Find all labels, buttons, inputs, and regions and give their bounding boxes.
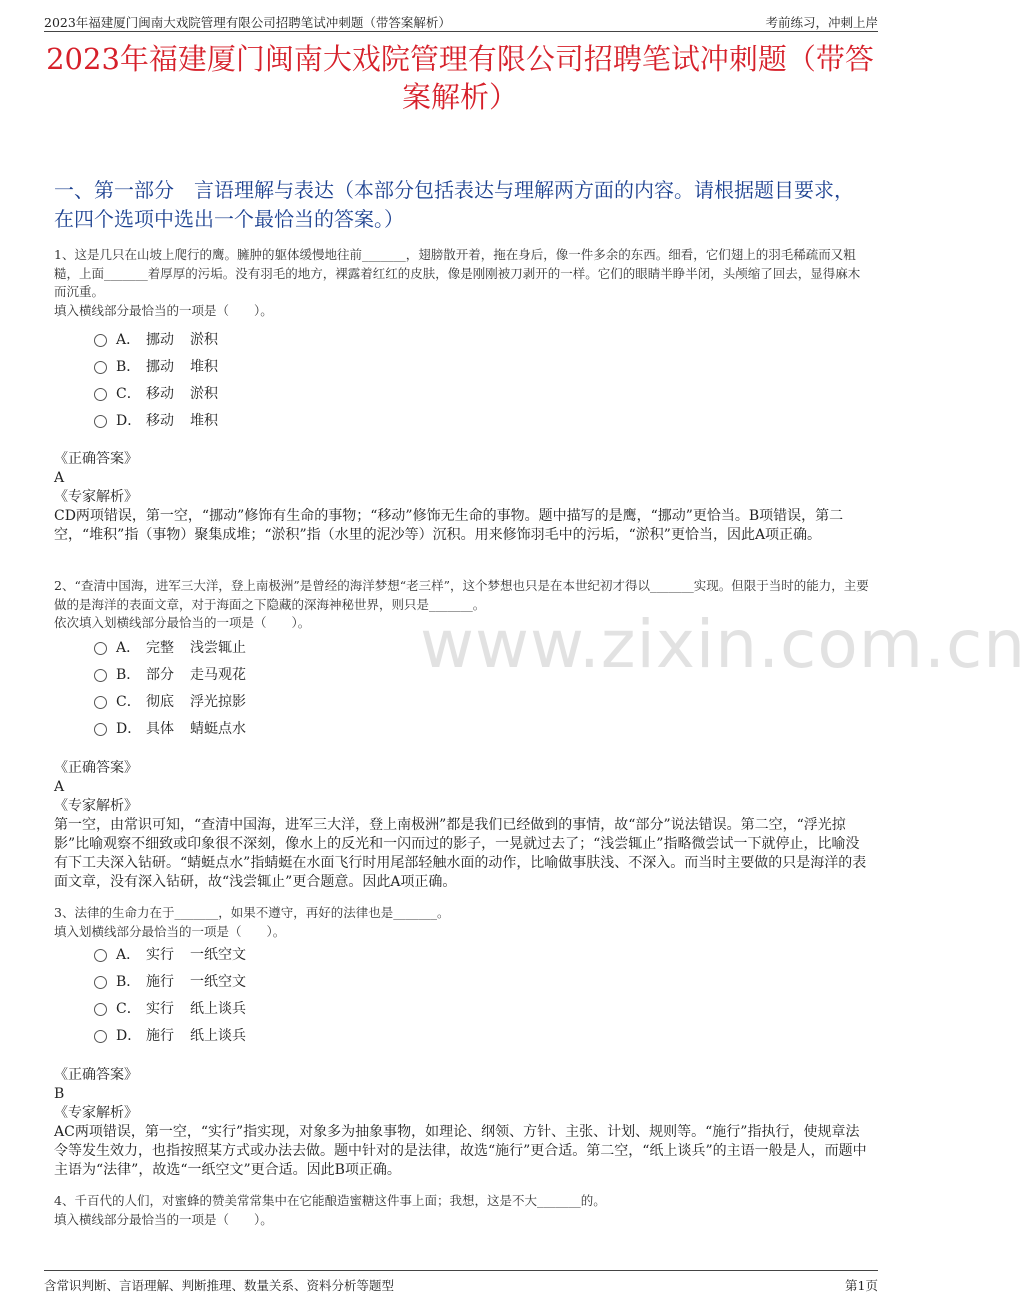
answer-value: A [54,779,65,795]
radio-icon[interactable] [94,949,107,962]
radio-icon[interactable] [94,669,107,682]
answer-label: 《正确答案》 [54,760,138,776]
options-1 [94,325,218,433]
analysis-text: CD两项错误，第一空，“挪动”修饰有生命的事物；“移动”修饰无生命的事物。题中描写的是鹰，“挪动”更恰当。B项错误，第二空，“堆积”指（事物）聚集成堆；“淤积”指（水里的泥沙等）沉积。用来修饰羽毛中的污垢，“淤积”更恰当，因此A项正确。 [54,508,844,543]
question-stem: 3、法律的生命力在于_______，如果不遵守，再好的法律也是_______。 [54,905,450,920]
option-d[interactable]: D． 移动 堆积 [94,406,218,433]
header-title: 2023年福建厦门闽南大戏院管理有限公司招聘笔试冲刺题（带答案解析） [44,15,451,30]
footer-topics: 含常识判断、言语理解、判断推理、数量关系、资料分析等题型 [44,1278,395,1293]
analysis-label: 《专家解析》 [54,489,138,505]
option-c[interactable]: C． 彻底 浮光掠影 [94,687,246,714]
option-b[interactable]: B． 施行 一纸空文 [94,967,246,994]
question-2 [54,577,870,633]
option-d[interactable]: D． 施行 纸上谈兵 [94,1021,246,1048]
option-a[interactable]: A． 实行 一纸空文 [94,940,246,967]
answer-label: 《正确答案》 [54,451,138,467]
analysis-label: 《专家解析》 [54,1105,138,1121]
question-4 [54,1192,870,1229]
page-footer [44,1270,878,1297]
radio-icon[interactable] [94,334,107,347]
answer-value: B [54,1086,65,1102]
question-prompt: 填入横线部分最恰当的一项是（ ）。 [54,302,273,318]
radio-icon[interactable] [94,415,107,428]
question-prompt: 填入横线部分最恰当的一项是（ ）。 [54,1211,273,1227]
answer-block-1 [54,450,872,545]
analysis-text: AC两项错误，第一空，“实行”指实现，对象多为抽象事物，如理论、纲领、方针、主张、计划、规则等。“施行”指执行，使规章法令等发生效力，也指按照某方式或办法去做。题中针对的是法律，故选“施行”更合适。第二空，“纸上谈兵”的主语一般是人，而题中主语为“法律”，故选“一纸空文”更合适。因此B项正确。 [54,1124,867,1178]
radio-icon[interactable] [94,1030,107,1043]
option-b[interactable]: B． 挪动 堆积 [94,352,218,379]
answer-value: A [54,470,65,486]
option-c[interactable]: C． 移动 淤积 [94,379,218,406]
option-a[interactable]: A． 完整 浅尝辄止 [94,633,246,660]
question-stem: 1、这是几只在山坡上爬行的鹰。臃肿的躯体缓慢地往前_______，翅膀散开着，拖在身后，像一件多余的东西。细看，它们翅上的羽毛稀疏而又粗糙，上面_______着厚厚的污垢。没有羽毛的地方，裸露着红红的皮肤，像是刚刚被刀剥开的一样。它们的眼睛半睁半闭，头颅缩了回去，显得麻木而沉重。 [54,247,861,299]
option-a[interactable]: A． 挪动 淤积 [94,325,218,352]
answer-label: 《正确答案》 [54,1067,138,1083]
options-3 [94,940,246,1048]
radio-icon[interactable] [94,696,107,709]
radio-icon[interactable] [94,1003,107,1016]
analysis-text: 第一空，由常识可知，“查清中国海，进军三大洋，登上南极洲”都是我们已经做到的事情，故“部分”说法错误。第二空，“浮光掠影”比喻观察不细致或印象很不深刻，像水上的反光和一闪而过的影子，一晃就过去了；“浅尝辄止”指略微尝试一下就停止，比喻没有下工夫深入钻研。“蜻蜓点水”指蜻蜓在水面飞行时用尾部轻触水面的动作，比喻做事肤浅、不深入。而当时主要做的只是海洋的表面文章，没有深入钻研，故“浅尝辄止”更合题意。因此A项正确。 [54,817,867,890]
analysis-label: 《专家解析》 [54,798,138,814]
option-c[interactable]: C． 实行 纸上谈兵 [94,994,246,1021]
document-title: 2023年福建厦门闽南大戏院管理有限公司招聘笔试冲刺题（带答案解析） [46,42,874,114]
radio-icon[interactable] [94,388,107,401]
page-header [44,9,878,32]
radio-icon[interactable] [94,976,107,989]
question-prompt: 填入划横线部分最恰当的一项是（ ）。 [54,923,286,939]
question-prompt: 依次填入划横线部分最恰当的一项是（ ）。 [54,615,311,630]
answer-block-3 [54,1066,872,1180]
radio-icon[interactable] [94,642,107,655]
answer-block-2 [54,759,872,892]
header-slogan: 考前练习，冲刺上岸 [765,15,878,30]
question-1 [54,246,870,320]
watermark: www.zixin.com.cn [420,606,1026,683]
option-b[interactable]: B． 部分 走马观花 [94,660,246,687]
question-3 [54,904,870,941]
question-stem: 4、千百代的人们，对蜜蜂的赞美常常集中在它能酿造蜜糖这件事上面；我想，这是不大_______的。 [54,1193,606,1208]
options-2 [94,633,246,741]
radio-icon[interactable] [94,361,107,374]
option-d[interactable]: D． 具体 蜻蜓点水 [94,714,246,741]
page-number: 第1页 [845,1278,878,1293]
question-stem: 2、“查清中国海，进军三大洋，登上南极洲”是曾经的海洋梦想“老三样”，这个梦想也只是在本世纪初才得以_______实现。但限于当时的能力，主要做的是海洋的表面文章，对于海面之下隐藏的深海神秘世界，则只是_______。 [54,578,869,612]
radio-icon[interactable] [94,723,107,736]
section-heading: 一、第一部分 言语理解与表达（本部分包括表达与理解两方面的内容。请根据题目要求，在四个选项中选出一个最恰当的答案。） [54,178,854,231]
